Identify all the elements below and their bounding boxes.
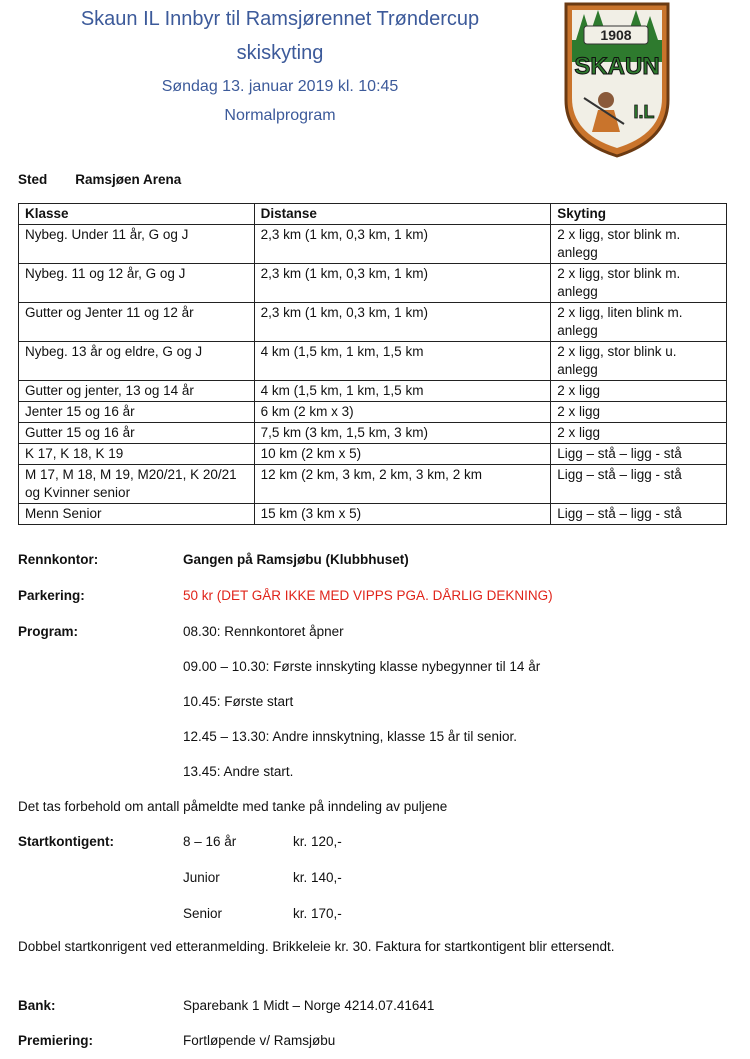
- svg-text:1908: 1908: [600, 27, 632, 43]
- cell-distanse: 15 km (3 km x 5): [254, 504, 551, 525]
- table-row: [19, 264, 727, 303]
- program-item: 08.30: Rennkontoret åpner: [183, 624, 344, 639]
- table-row: [19, 342, 727, 381]
- cell-skyting: 2 x ligg: [551, 402, 727, 423]
- cell-klasse: Jenter 15 og 16 år: [19, 402, 255, 423]
- fee-price: kr. 140,-: [293, 870, 342, 885]
- fee-class: Senior: [183, 906, 223, 921]
- bank-label: Bank:: [18, 998, 56, 1013]
- cell-distanse: 7,5 km (3 km, 1,5 km, 3 km): [254, 423, 551, 444]
- cell-skyting: Ligg – stå – ligg - stå: [551, 504, 727, 525]
- program-item: 13.45: Andre start.: [183, 764, 294, 779]
- cell-klasse: M 17, M 18, M 19, M20/21, K 20/21 og Kvinner senior: [19, 465, 255, 504]
- table-header-row: [19, 204, 727, 225]
- fee-class: 8 – 16 år: [183, 834, 237, 849]
- cell-skyting: 2 x ligg, stor blink m. anlegg: [551, 264, 727, 303]
- program-label: Program:: [18, 624, 79, 639]
- cell-skyting: Ligg – stå – ligg - stå: [551, 465, 727, 504]
- invitation-title: Skaun IL Innbyr til Ramsjørennet Trøndercup: [80, 8, 480, 30]
- header-distanse: Distanse: [254, 204, 551, 225]
- program-item: 12.45 – 13.30: Andre innskytning, klasse 15 år til senior.: [183, 729, 517, 744]
- cell-skyting: 2 x ligg: [551, 423, 727, 444]
- header-skyting: Skyting: [551, 204, 727, 225]
- venue-label: Sted: [18, 172, 48, 187]
- fee-price: kr. 120,-: [293, 834, 342, 849]
- cell-skyting: 2 x ligg, stor blink u. anlegg: [551, 342, 727, 381]
- svg-text:SKAUN: SKAUN: [574, 53, 660, 80]
- cell-skyting: 2 x ligg, liten blink m. anlegg: [551, 303, 727, 342]
- cell-skyting: 2 x ligg: [551, 381, 727, 402]
- table-row: [19, 465, 727, 504]
- cell-distanse: 6 km (2 km x 3): [254, 402, 551, 423]
- cell-distanse: 2,3 km (1 km, 0,3 km, 1 km): [254, 303, 551, 342]
- class-table: [18, 203, 727, 525]
- program-item: 10.45: Første start: [183, 694, 294, 709]
- table-row: [19, 423, 727, 444]
- cell-klasse: Gutter og Jenter 11 og 12 år: [19, 303, 255, 342]
- header-klasse: Klasse: [19, 204, 255, 225]
- table-row: [19, 225, 727, 264]
- cell-distanse: 2,3 km (1 km, 0,3 km, 1 km): [254, 264, 551, 303]
- cell-skyting: 2 x ligg, stor blink m. anlegg: [551, 225, 727, 264]
- event-discipline: skiskyting: [236, 42, 324, 64]
- parkering-value: 50 kr (DET GÅR IKKE MED VIPPS PGA. DÅRLIG DEKNING): [183, 588, 553, 603]
- program-item: 09.00 – 10.30: Første innskyting klasse nybegynner til 14 år: [183, 659, 541, 674]
- late-entry-note: Dobbel startkonrigent ved etteranmelding. Brikkeleie kr. 30. Faktura for startkontigent blir ettersendt.: [18, 939, 615, 954]
- cell-klasse: Nybeg. Under 11 år, G og J: [19, 225, 255, 264]
- rennkontor-value: Gangen på Ramsjøbu (Klubbhuset): [183, 552, 409, 567]
- cell-klasse: Nybeg. 11 og 12 år, G og J: [19, 264, 255, 303]
- premiering-label: Premiering:: [18, 1033, 94, 1048]
- cell-klasse: Menn Senior: [19, 504, 255, 525]
- cell-distanse: 4 km (1,5 km, 1 km, 1,5 km: [254, 381, 551, 402]
- cell-distanse: 12 km (2 km, 3 km, 2 km, 3 km, 2 km: [254, 465, 551, 504]
- club-logo: [562, 0, 672, 158]
- reservation-note: Det tas forbehold om antall påmeldte med tanke på inndeling av puljene: [18, 799, 448, 814]
- rennkontor-label: Rennkontor:: [18, 552, 99, 567]
- table-row: [19, 402, 727, 423]
- svg-text:I.L: I.L: [633, 102, 655, 122]
- cell-skyting: Ligg – stå – ligg - stå: [551, 444, 727, 465]
- venue-name: Ramsjøen Arena: [75, 172, 182, 187]
- venue-line: [18, 172, 181, 187]
- event-program-type: Normalprogram: [224, 107, 336, 124]
- startkontigent-label: Startkontigent:: [18, 834, 114, 849]
- cell-klasse: K 17, K 18, K 19: [19, 444, 255, 465]
- premiering-value: Fortløpende v/ Ramsjøbu: [183, 1033, 336, 1048]
- cell-klasse: Gutter og jenter, 13 og 14 år: [19, 381, 255, 402]
- table-row: [19, 504, 727, 525]
- table-row: [19, 381, 727, 402]
- bank-value: Sparebank 1 Midt – Norge 4214.07.41641: [183, 998, 435, 1013]
- cell-distanse: 2,3 km (1 km, 0,3 km, 1 km): [254, 225, 551, 264]
- fee-class: Junior: [183, 870, 220, 885]
- table-row: [19, 303, 727, 342]
- table-row: [19, 444, 727, 465]
- cell-distanse: 10 km (2 km x 5): [254, 444, 551, 465]
- fee-price: kr. 170,-: [293, 906, 342, 921]
- cell-klasse: Nybeg. 13 år og eldre, G og J: [19, 342, 255, 381]
- parkering-label: Parkering:: [18, 588, 85, 603]
- cell-distanse: 4 km (1,5 km, 1 km, 1,5 km: [254, 342, 551, 381]
- event-date: Søndag 13. januar 2019 kl. 10:45: [161, 78, 399, 95]
- cell-klasse: Gutter 15 og 16 år: [19, 423, 255, 444]
